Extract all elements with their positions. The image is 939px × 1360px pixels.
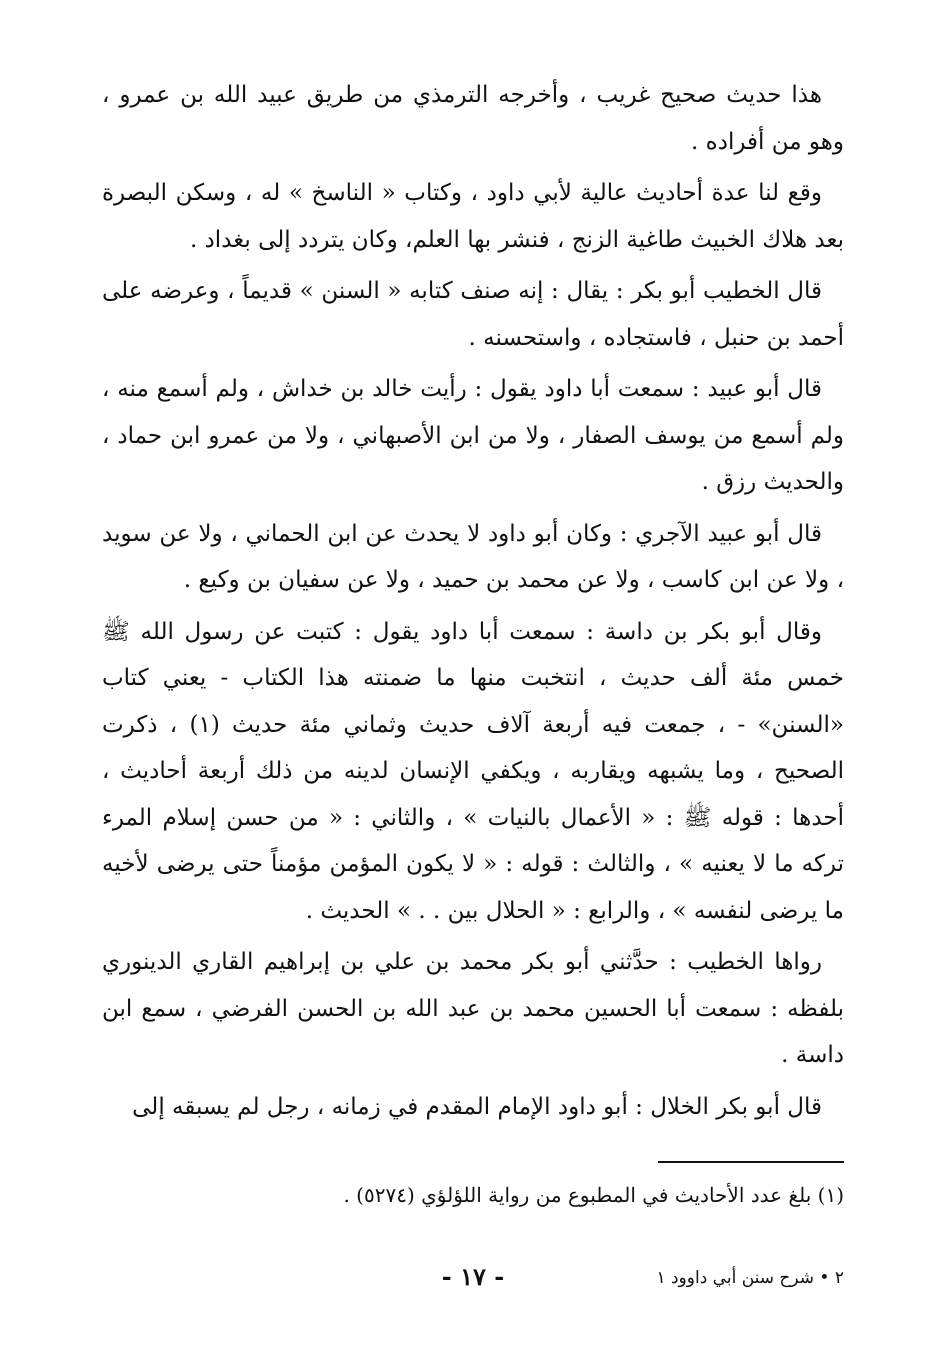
footer-signature: ٢ • شرح سنن أبي داوود ١ bbox=[656, 1268, 844, 1288]
paragraph-7: رواها الخطيب : حدَّثني أبو بكر محمد بن علي بن إبراهيم القاري الدينوري بلفظه : سمعت أبا الحسين محمد بن عبد الله بن الحسن الفرضي ، سمع ابن داسة . bbox=[102, 949, 844, 1068]
paragraph-6: وقال أبو بكر بن داسة : سمعت أبا داود يقول : كتبت عن رسول الله ﷺ خمس مئة ألف حديث ، انتخبت منها ما ضمنته هذا الكتاب - يعني كتاب «السنن» - ، جمعت فيه أربعة آلاف حديث وثماني مئة حديث (١) ، ذكرت الصحيح ، وما يشبهه ويقاربه ، ويكفي الإنسان لدينه من ذلك أربعة أحاديث ، أحدها : قوله ﷺ : « الأعمال بالنيات » ، والثاني : « من حسن إسلام المرء تركه ما لا يعنيه » ، والثالث : قوله : « لا يكون المؤمن مؤمناً حتى يرضى لأخيه ما يرضى لنفسه » ، والرابع : « الحلال بين . . » الحديث . bbox=[102, 618, 844, 924]
page-number: - ١٧ - bbox=[441, 1262, 505, 1291]
paragraph-8: قال أبو بكر الخلال : أبو داود الإمام المقدم في زمانه ، رجل لم يسبقه إلى bbox=[132, 1093, 822, 1120]
paragraph-2: وقع لنا عدة أحاديث عالية لأبي داود ، وكتاب « الناسخ » له ، وسكن البصرة بعد هلاك الخبيث طاغية الزنج ، فنشر بها العلم، وكان يتردد إلى بغداد . bbox=[102, 180, 844, 253]
footnote-divider bbox=[658, 1161, 844, 1163]
main-text bbox=[102, 72, 844, 1135]
paragraph-1: هذا حديث صحيح غريب ، وأخرجه الترمذي من طريق عبيد الله بن عمرو ، وهو من أفراده . bbox=[102, 82, 844, 155]
paragraph-3: قال الخطيب أبو بكر : يقال : إنه صنف كتابه « السنن » قديماً ، وعرضه على أحمد بن حنبل ، فاستجاده ، واستحسنه . bbox=[102, 278, 844, 351]
paragraph-5: قال أبو عبيد الآجري : وكان أبو داود لا يحدث عن ابن الحماني ، ولا عن سويد ، ولا عن ابن كاسب ، ولا عن محمد بن حميد ، ولا عن سفيان بن وكيع . bbox=[102, 520, 844, 593]
footnote: (١) بلغ عدد الأحاديث في المطبوع من رواية اللؤلؤي (٥٢٧٤) . bbox=[343, 1183, 844, 1207]
page-footer bbox=[102, 1262, 844, 1302]
paragraph-4: قال أبو عبيد : سمعت أبا داود يقول : رأيت خالد بن خداش ، ولم أسمع منه ، ولم أسمع من يوسف الصفار ، ولا من ابن الأصبهاني ، ولا من عمرو ابن حماد ، والحديث رزق . bbox=[102, 376, 844, 495]
